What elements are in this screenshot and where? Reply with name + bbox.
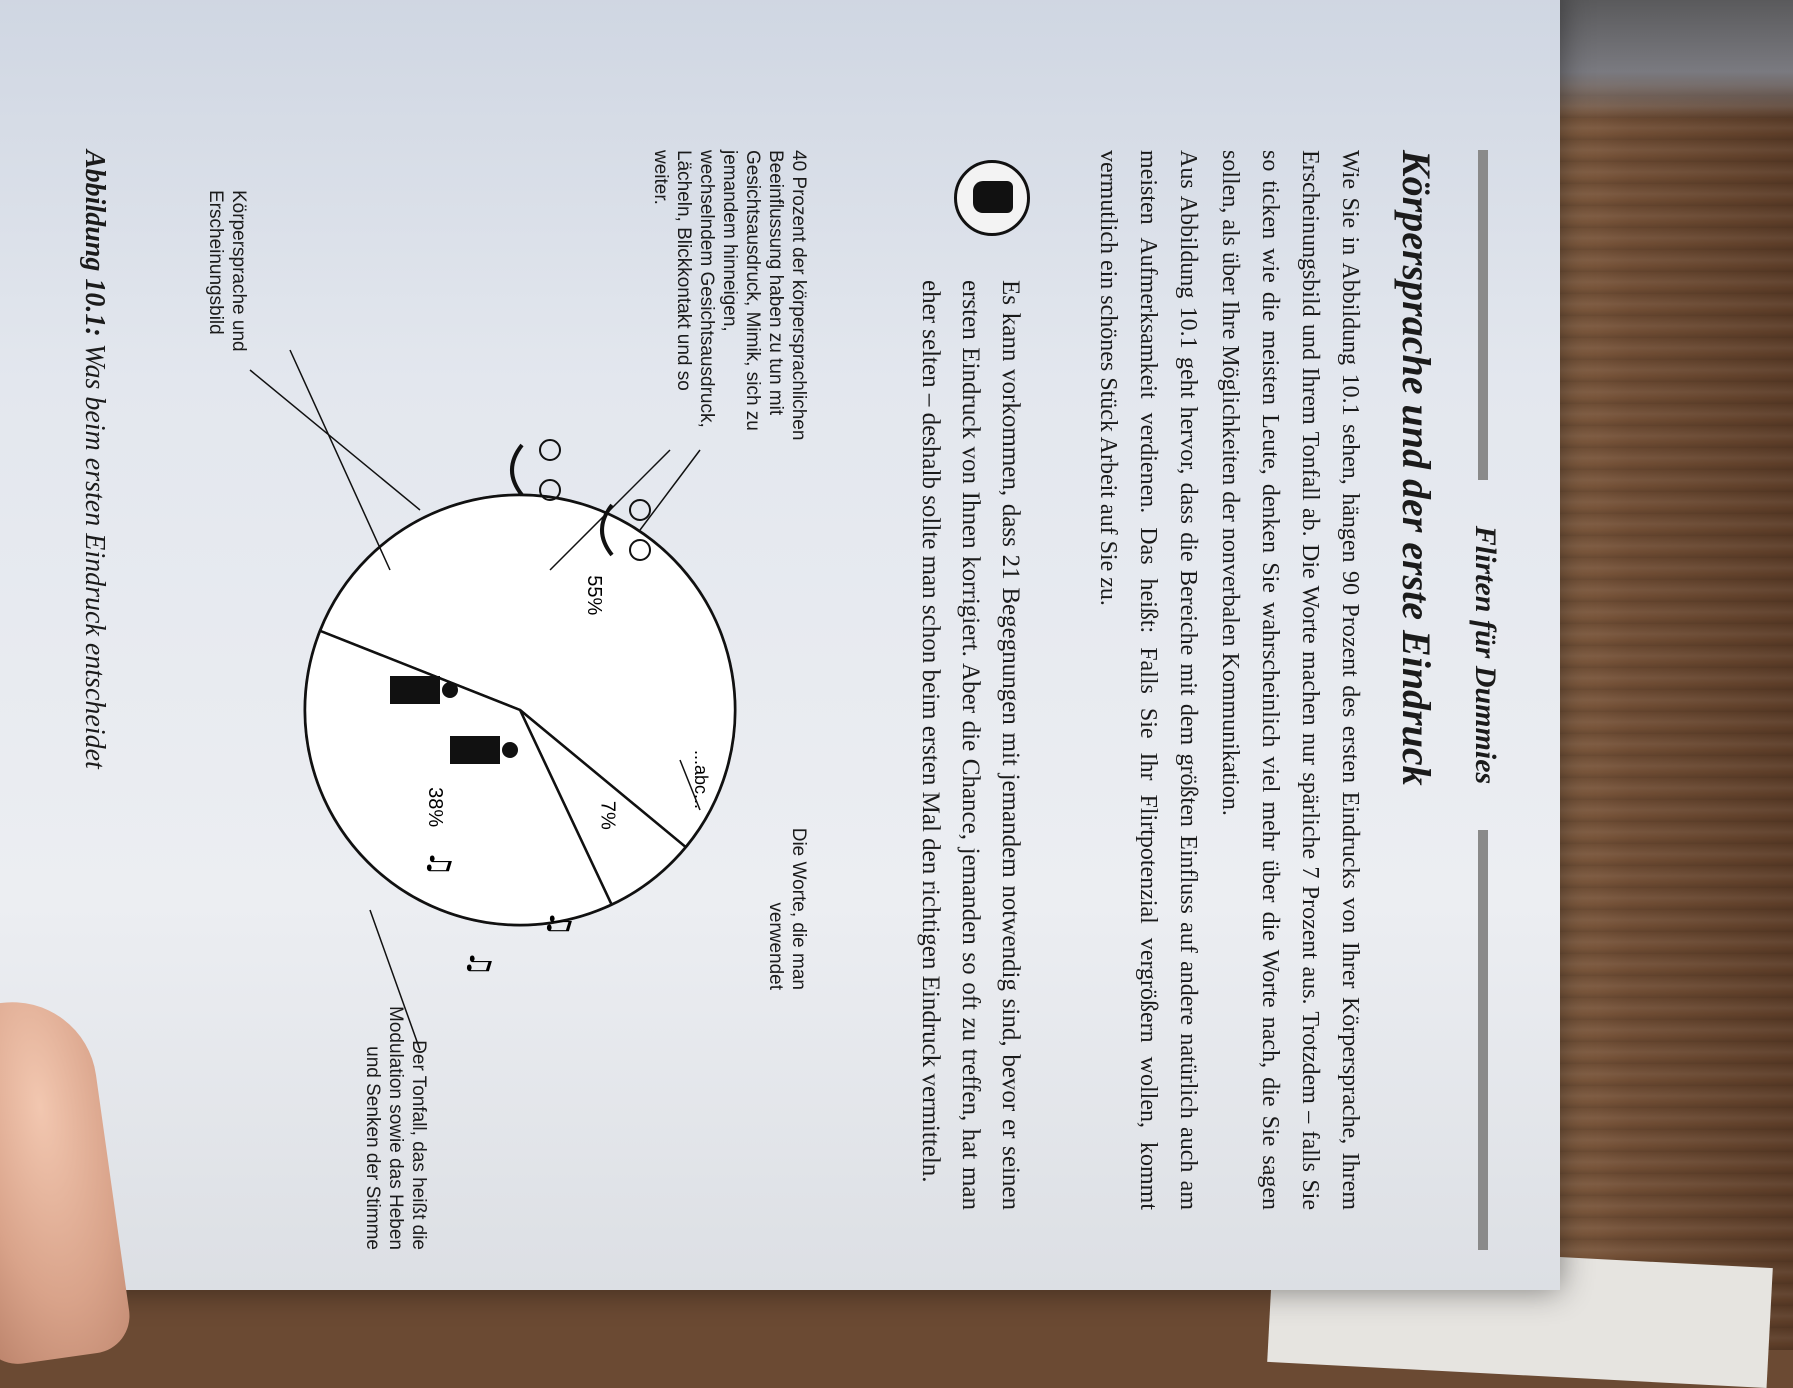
hand-icon-glyph xyxy=(973,181,1013,213)
music-note-icon: ♫ xyxy=(542,910,577,937)
running-head-rule-right xyxy=(1478,830,1488,1250)
tip-box xyxy=(880,150,1030,1210)
label-body-language: 40 Prozent der körpersprachlichen Beeinflussung haben zu tun mit Gesichtsausdruck, Mimik, sich zu jemandem hinneigen, wechselndem Gesichtsausdruck, Lächeln, Blickkontakt und so weiter. xyxy=(650,150,809,441)
leader-line xyxy=(290,350,390,570)
body-text xyxy=(1086,150,1370,1210)
music-note-icon: ♫ xyxy=(462,950,497,977)
pie-label-tone: 38% xyxy=(423,787,446,828)
face-icon xyxy=(512,440,560,500)
label-words: Die Worte, die man verwendet xyxy=(765,827,809,990)
leader-line xyxy=(250,370,420,510)
label-appearance: Körpersprache und Erscheinungsbild xyxy=(205,190,249,352)
pie-label-words: 7% xyxy=(596,800,619,830)
music-note-icon: ♫ xyxy=(422,850,457,877)
running-head xyxy=(1460,150,1500,1250)
wooden-table xyxy=(1520,0,1793,1350)
tip-text: Es kann vorkommen, dass 21 Begegnungen mit jemandem notwendig sind, bevor er seinen ersten Eindruck von Ihnen korrigiert. Aber die Chance, jemanden so oft zu treffen, hat man eher selten – deshalb sollte man schon beim ersten Mal den richtigen Eindruck vermitteln. xyxy=(917,280,1024,1210)
caption-text: Was beim ersten Eindruck entscheidet xyxy=(79,343,110,769)
running-head-text: Flirten für Dummies xyxy=(1469,525,1502,785)
page-content xyxy=(60,150,1500,1250)
paragraph: Wie Sie in Abbildung 10.1 sehen, hängen 90 Prozent des ersten Eindrucks von Ihrer Körpersprache, Ihrem Erscheinungsbild und Ihrem Tonfall ab. Die Worte machen nur spärliche 7 Prozent aus. Trotzdem – falls Sie so ticken wie die meisten Leute, denken Sie wahrscheinlich viel mehr über die Worte nach, die Sie sagen sollen, als über Ihre Möglichkeiten der nonverbalen Kommunikation. xyxy=(1217,150,1363,1210)
pie-label-appearance: 55% xyxy=(582,575,605,616)
hand-icon xyxy=(954,160,1030,236)
section-title: Körpersprache und der erste Eindruck xyxy=(1394,150,1439,786)
words-symbol: ...abc... xyxy=(691,750,711,810)
leader-line xyxy=(640,450,700,530)
paragraph: Aus Abbildung 10.1 geht hervor, dass die Bereiche mit dem größten Einfluss auf andere natürlich auch am meisten Aufmerksamkeit verdienen. Das heißt: Falls Sie Ihr Flirtpotenzial vergrößern wollen, kommt vermutlich ein schönes Stück Arbeit auf Sie zu. xyxy=(1095,150,1201,1210)
caption-label: Abbildung 10.1: xyxy=(79,150,110,337)
label-tone: Der Tonfall, das heißt die Modulation sowie das Heben und Senken der Stimme xyxy=(362,1006,429,1250)
figure xyxy=(70,150,850,1250)
running-head-rule-left xyxy=(1478,150,1488,480)
